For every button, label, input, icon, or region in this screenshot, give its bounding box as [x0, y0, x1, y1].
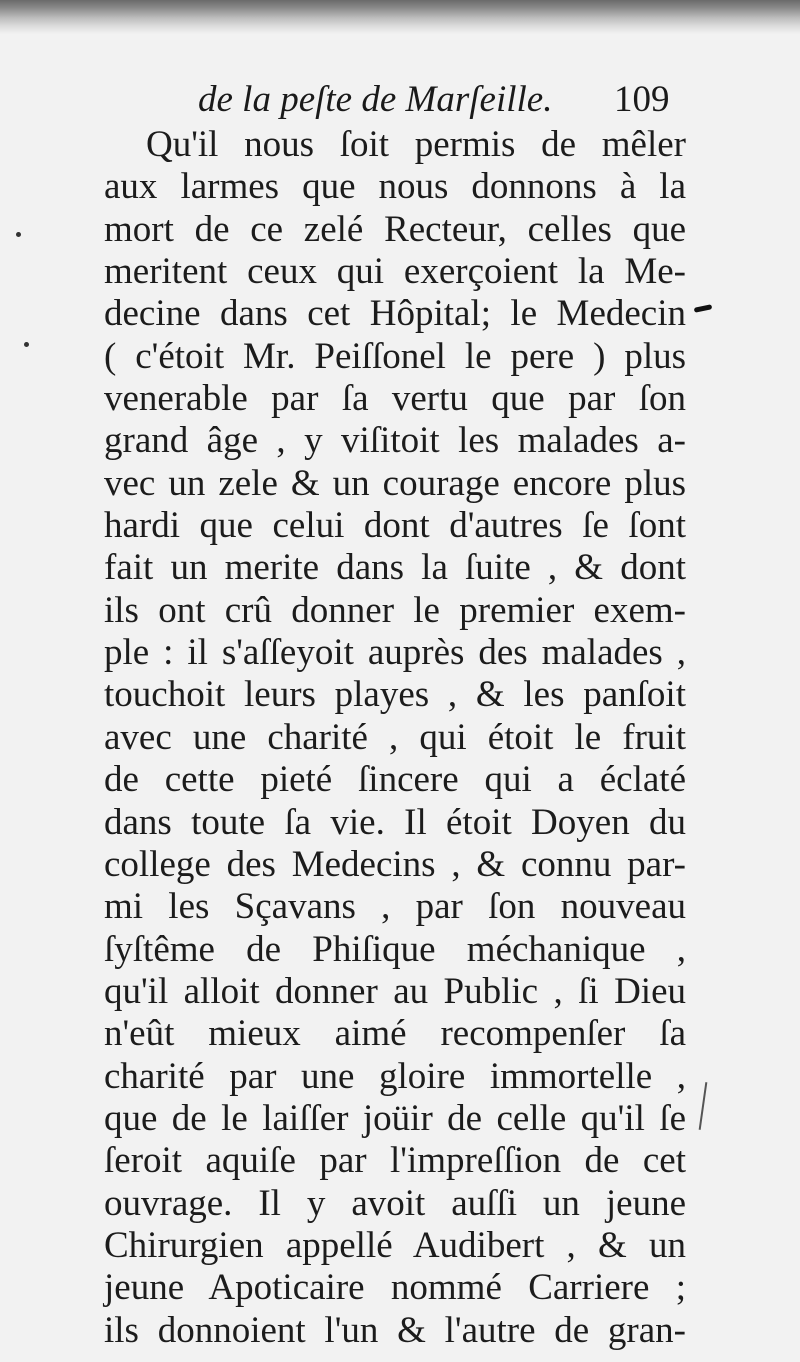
text-line: ſyſtême de Phiſique méchanique , [104, 928, 686, 970]
text-line: ils ont crû donner le premier exem- [104, 589, 686, 631]
ink-speck [16, 232, 21, 237]
body-text [104, 124, 686, 1352]
text-line: ( c'étoit Mr. Peiſſonel le pere ) plus [104, 335, 686, 377]
text-line: fait un merite dans la ſuite , & dont [104, 547, 686, 589]
text-line: ouvrage. Il y avoit auſſi un jeune [104, 1182, 686, 1224]
text-line: venerable par ſa vertu que par ſon [104, 378, 686, 420]
text-line: mort de ce zelé Recteur, celles que [104, 208, 686, 250]
text-line: meritent ceux qui exerçoient la Me- [104, 251, 686, 293]
page-top-shadow [0, 0, 800, 34]
text-line: decine dans cet Hôpital; le Medecin [104, 293, 686, 335]
text-line: hardi que celui dont d'autres ſe ſont [104, 505, 686, 547]
text-line: ple : il s'aſſeyoit auprès des malades , [104, 632, 686, 674]
text-line: touchoit leurs playes , & les panſoit [104, 674, 686, 716]
text-line: ils donnoient l'un & l'autre de gran- [104, 1309, 686, 1351]
text-line: college des Medecins , & connu par- [104, 843, 686, 885]
text-line: ſeroit aquiſe par l'impreſſion de cet [104, 1140, 686, 1182]
text-line: dans toute ſa vie. Il étoit Doyen du [104, 801, 686, 843]
ink-speck [24, 342, 29, 347]
text-line: n'eût mieux aimé recompenſer ſa [104, 1013, 686, 1055]
running-head [0, 72, 800, 126]
page-number: 109 [614, 79, 670, 120]
margin-ink-mark [694, 304, 713, 313]
text-line: mi les Sçavans , par ſon nouveau [104, 886, 686, 928]
text-line: Chirurgien appellé Audibert , & un [104, 1224, 686, 1266]
margin-ink-stroke [699, 1082, 708, 1130]
text-line: vec un zele & un courage encore plus [104, 462, 686, 504]
text-line: Qu'il nous ſoit permis de mêler [146, 124, 686, 165]
text-line: avec une charité , qui étoit le fruit [104, 716, 686, 758]
text-line: que de le laiſſer joüir de celle qu'il ſe [104, 1097, 686, 1139]
text-line: jeune Apoticaire nommé Carriere ; [104, 1267, 686, 1309]
text-line: charité par une gloire immortelle , [104, 1055, 686, 1097]
text-line: aux larmes que nous donnons à la [104, 166, 686, 208]
text-line: qu'il alloit donner au Public , ſi Dieu [104, 970, 686, 1012]
running-title: de la peſte de Marſeille. [198, 79, 553, 120]
text-line: grand âge , y viſitoit les malades a- [104, 420, 686, 462]
text-line: de cette pieté ſincere qui a éclaté [104, 759, 686, 801]
